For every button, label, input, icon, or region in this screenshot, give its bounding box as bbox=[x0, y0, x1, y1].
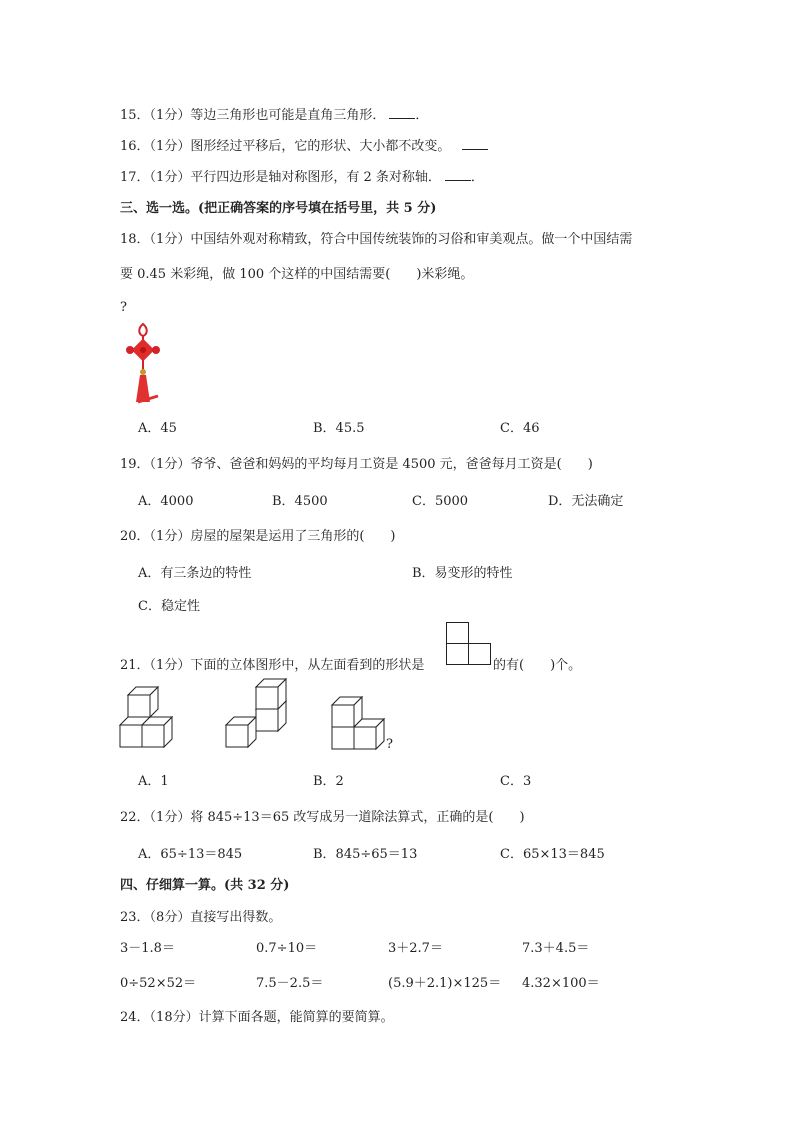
q23-expr: (5.9＋2.1)×125＝ bbox=[388, 976, 502, 991]
q20-option-b[interactable]: B．易变形的特性 bbox=[412, 566, 513, 581]
question-17: 17．（1分）平行四边形是轴对称图形，有 2 条对称轴． ． bbox=[120, 170, 484, 185]
question-21-tail: 的有( )个。 bbox=[493, 658, 582, 673]
question-19: 19．（1分）爷爷、爸爸和妈妈的平均每月工资是 4500 元，爸爸每月工资是( ) bbox=[120, 457, 593, 472]
figure-placeholder-mark: ? bbox=[386, 737, 393, 752]
cube-figure-3 bbox=[330, 693, 392, 751]
section-3-heading: 三、选一选。(把正确答案的序号填在括号里，共 5 分) bbox=[120, 201, 437, 216]
q23-expr: 0÷52×52＝ bbox=[120, 976, 197, 991]
q22-option-a[interactable]: A．65÷13＝845 bbox=[138, 847, 243, 862]
question-22: 22．（1分）将 845÷13＝65 改写成另一道除法算式，正确的是( ) bbox=[120, 810, 525, 825]
answer-blank[interactable] bbox=[389, 106, 415, 119]
question-23: 23．（8分）直接写出得数。 bbox=[120, 910, 282, 925]
question-16: 16．（1分）图形经过平移后，它的形状、大小都不改变。 bbox=[120, 135, 488, 154]
image-placeholder-mark: ? bbox=[120, 300, 127, 315]
q19-option-b[interactable]: B．4500 bbox=[272, 494, 328, 509]
question-18-line1: 18．（1分）中国结外观对称精致，符合中国传统装饰的习俗和审美观点。做一个中国结需 bbox=[120, 232, 633, 247]
q23-expr: 0.7÷10＝ bbox=[256, 941, 318, 956]
q22-option-b[interactable]: B．845÷65＝13 bbox=[313, 847, 418, 862]
q21-option-b[interactable]: B．2 bbox=[313, 774, 344, 789]
q23-expr: 7.5－2.5＝ bbox=[256, 976, 324, 991]
q20-option-a[interactable]: A．有三条边的特性 bbox=[138, 566, 252, 581]
question-20: 20．（1分）房屋的屋架是运用了三角形的( ) bbox=[120, 529, 396, 544]
q21-option-c[interactable]: C．3 bbox=[500, 774, 532, 789]
q23-expr: 3＋2.7＝ bbox=[388, 941, 443, 956]
cube-figure-1 bbox=[118, 685, 178, 749]
left-view-shape-icon bbox=[446, 622, 492, 666]
q22-option-c[interactable]: C．65×13＝845 bbox=[500, 847, 605, 862]
chinese-knot-image bbox=[118, 322, 168, 404]
q19-option-d[interactable]: D．无法确定 bbox=[548, 494, 624, 509]
answer-blank[interactable] bbox=[462, 137, 488, 150]
q18-option-c[interactable]: C．46 bbox=[500, 421, 540, 436]
q18-option-b[interactable]: B．45.5 bbox=[313, 421, 365, 436]
q19-option-c[interactable]: C．5000 bbox=[412, 494, 469, 509]
cube-figure-2 bbox=[224, 685, 290, 749]
q23-expr: 7.3＋4.5＝ bbox=[522, 941, 590, 956]
question-21-text: 21．（1分）下面的立体图形中，从左面看到的形状是 bbox=[120, 658, 425, 673]
section-4-heading: 四、仔细算一算。(共 32 分) bbox=[120, 878, 290, 893]
answer-blank[interactable] bbox=[445, 168, 471, 181]
q23-expr: 4.32×100＝ bbox=[522, 976, 600, 991]
q23-expr: 3－1.8＝ bbox=[120, 941, 175, 956]
q20-option-c[interactable]: C．稳定性 bbox=[138, 599, 200, 614]
q18-option-a[interactable]: A．45 bbox=[138, 421, 177, 436]
q19-option-a[interactable]: A．4000 bbox=[138, 494, 194, 509]
question-15: 15．（1分）等边三角形也可能是直角三角形． ． bbox=[120, 108, 429, 123]
q21-option-a[interactable]: A．1 bbox=[138, 774, 169, 789]
question-24: 24．（18分）计算下面各题，能简算的要简算。 bbox=[120, 1010, 394, 1025]
question-18-line2: 要 0.45 米彩绳，做 100 个这样的中国结需要( )米彩绳。 bbox=[120, 267, 474, 282]
